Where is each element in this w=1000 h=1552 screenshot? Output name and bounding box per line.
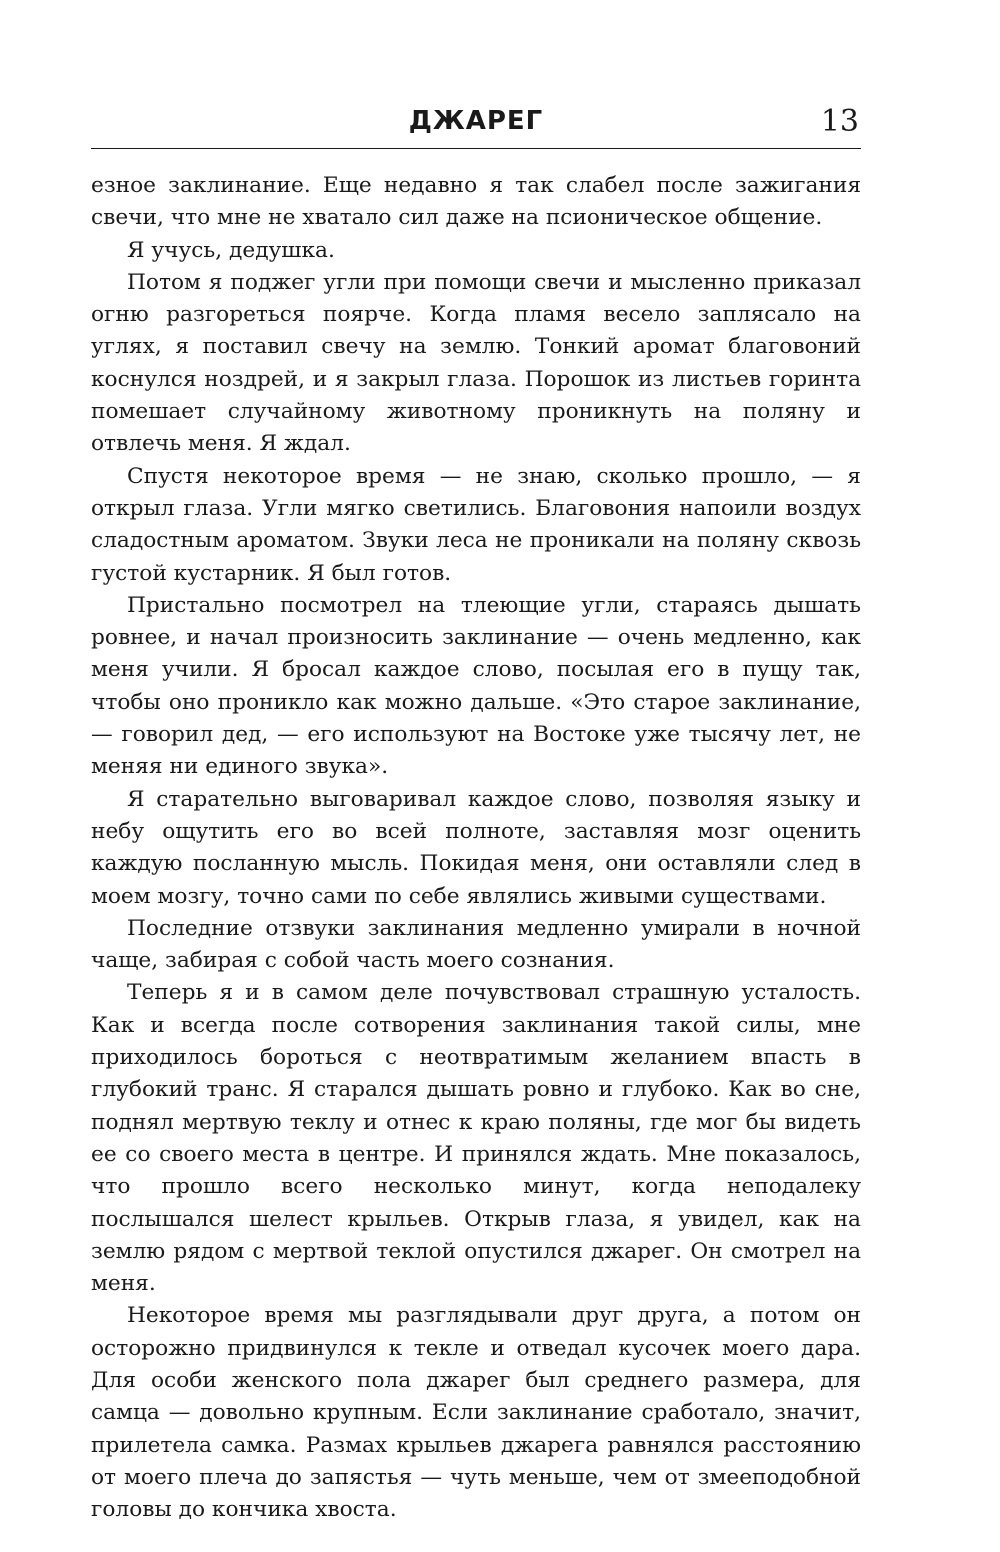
- paragraph: Спустя некоторое время — не знаю, сколько прошло, — я открыл глаза. Угли мягко светились. Благовония напоили воздух сладостным ароматом. Звуки леса не проникали на поляну сквозь густой кустарник. Я был готов.: [91, 463, 861, 586]
- paragraph: Я учусь, дедушка.: [127, 237, 335, 263]
- page-number: 13: [820, 104, 859, 139]
- running-title: ДЖАРЕГ: [408, 106, 544, 136]
- body-text: [91, 170, 861, 1526]
- paragraph: Потом я поджег угли при помощи свечи и мысленно приказал огню разгореться поярче. Когда пламя весело заплясало на углях, я поставил свечу на землю. Тонкий аромат благовоний коснулся ноздрей, и я закрыл глаза. Порошок из листьев горинта помешает случайному животному проникнуть на поляну и отвлечь меня. Я ждал.: [91, 269, 861, 457]
- paragraph: Я старательно выговаривал каждое слово, позволяя языку и небу ощутить его во всей полноте, заставляя мозг оценить каждую посланную мысль. Покидая меня, они оставляли след в моем мозгу, точно сами по себе являлись живыми существами.: [91, 786, 861, 909]
- paragraph: езное заклинание. Еще недавно я так слабел после зажигания свечи, что мне не хватало сил даже на псионическое общение.: [91, 173, 861, 231]
- paragraph: Последние отзвуки заклинания медленно умирали в ночной чаще, забирая с собой часть моего сознания.: [91, 915, 861, 974]
- paragraph: Некоторое время мы разглядывали друг друга, а потом он осторожно придвинулся к текле и отведал кусочек моего дара. Для особи женского пола джарег был среднего размера, для самца — довольно крупным. Если заклинание сработало, значит, прилетела самка. Размах крыльев джарега равнялся расстоянию от моего плеча до запястья — чуть меньше, чем от змееподобной головы до кончика хвоста.: [91, 1303, 861, 1523]
- paragraph: Пристально посмотрел на тлеющие угли, стараясь дышать ровнее, и начал произносить заклинание — очень медленно, как меня учили. Я бросал каждое слово, посылая его в пущу так, чтобы оно проникло как можно дальше. «Это старое заклинание, — говорил дед, — его используют на Востоке уже тысячу лет, не меняя ни единого звука».: [91, 592, 861, 780]
- paragraph: Теперь я и в самом деле почувствовал страшную усталость. Как и всегда после сотворения заклинания такой силы, мне приходилось бороться с неотвратимым желанием впасть в глубокий транс. Я старался дышать ровно и глубоко. Как во сне, поднял мертвую теклу и отнес к краю поляны, где мог бы видеть ее со своего места в центре. И принялся ждать. Мне показалось, что прошло всего несколько минут, когда неподалеку послышался шелест крыльев. Открыв глаза, я увидел, как на землю рядом с мертвой теклой опустился джарег. Он смотрел на меня.: [91, 980, 861, 1297]
- running-header: [91, 98, 861, 149]
